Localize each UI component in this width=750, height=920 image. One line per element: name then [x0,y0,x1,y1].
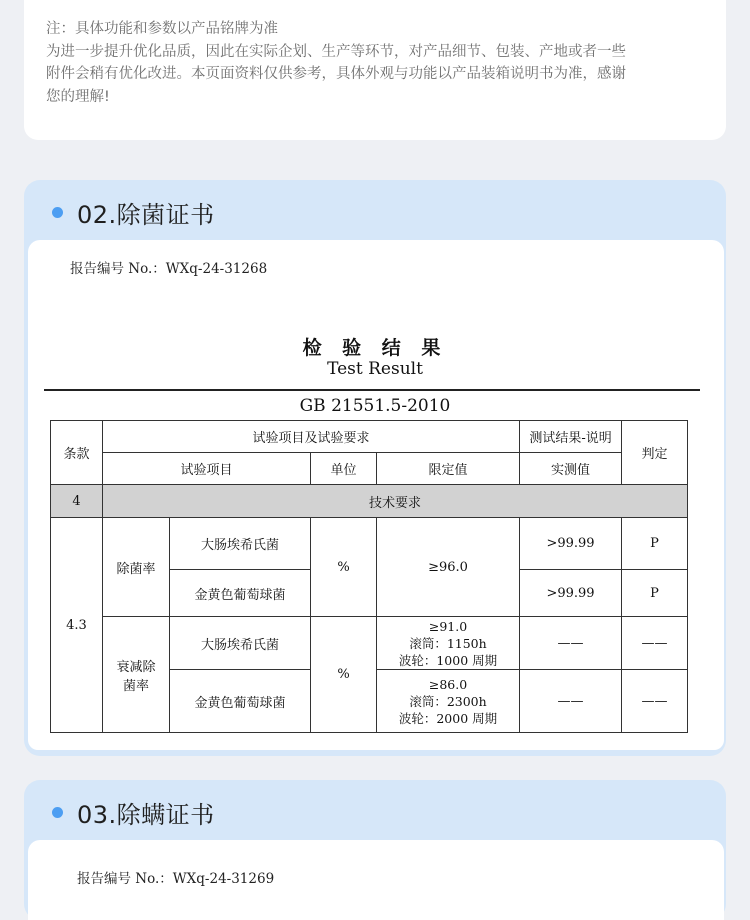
table-row [51,485,688,518]
limit-line: 波轮：2000 周期 [398,710,498,726]
notice-text [46,18,716,108]
judgement-value: —— [622,617,688,670]
limit-line: 波轮：1000 周期 [398,652,498,668]
clause-4-3: 4.3 [51,518,103,733]
measured-value: >99.99 [520,518,622,570]
standard-code: GB 21551.5-2010 [299,396,451,416]
limit-line: ≥91.0 [428,618,468,634]
header-judgement: 判定 [622,421,688,485]
report-number: 报告编号 No.：WXq-24-31268 [70,261,268,277]
bullet-dot-icon [52,207,63,218]
header-clause: 条款 [51,421,103,485]
table-row [51,617,688,670]
measured-value: —— [520,617,622,670]
test-result-table [50,420,688,733]
sterilization-rate-label: 除菌率 [103,518,170,617]
notice-line: 附件会稍有优化改进。本页面资料仅供参考，具体外观与功能以产品装箱说明书为准，感谢 [46,66,626,82]
header-measured: 实测值 [520,453,622,485]
test-item-ecoli: 大肠埃希氏菌 [170,617,311,670]
unit-cell: % [311,617,377,733]
test-item-staph: 金黄色葡萄球菌 [170,670,311,733]
notice-card [24,0,726,140]
section-title: 03.除螨证书 [77,800,215,829]
bullet-dot-icon [52,807,63,818]
table-row [51,518,688,570]
attenuated-sterilization-rate-label [103,617,170,733]
judgement-value: —— [622,670,688,733]
table-header-row [51,453,688,485]
notice-line: 为进一步提升优化品质，因此在实际企划、生产等环节，对产品细节、包装、产地或者一些 [46,43,626,60]
test-item-ecoli: 大肠埃希氏菌 [170,518,311,570]
limit-line: 滚筒：1150h [409,635,487,651]
label-line: 菌率 [122,678,149,694]
limit-value [377,617,520,670]
header-test-item: 试验项目 [103,453,311,485]
judgement-value: P [622,570,688,617]
report-number: 报告编号 No.：WXq-24-31269 [77,871,275,887]
notice-line: 您的理解! [46,88,110,105]
result-title-cn: 检 验 结 果 [302,337,448,359]
test-item-staph: 金黄色葡萄球菌 [170,570,311,617]
header-unit: 单位 [311,453,377,485]
section-title: 02.除菌证书 [77,200,215,229]
result-title-en: Test Result [327,359,423,379]
judgement-value: P [622,518,688,570]
header-limit: 限定值 [377,453,520,485]
notice-line: 注：具体功能和参数以产品铭牌为准 [46,21,278,37]
label-line: 衰减除 [116,659,156,675]
table-header-row [51,421,688,453]
limit-line: ≥86.0 [428,676,468,692]
unit-cell: % [311,518,377,617]
section-header [52,792,215,832]
limit-line: 滚筒：2300h [409,693,487,709]
technical-requirements: 技术要求 [103,485,688,518]
divider [44,389,700,391]
limit-value [377,670,520,733]
header-items-requirements: 试验项目及试验要求 [103,421,520,453]
header-test-result: 测试结果-说明 [520,421,622,453]
limit-value: ≥96.0 [377,518,520,617]
clause-4: 4 [51,485,103,518]
measured-value: >99.99 [520,570,622,617]
section-header [52,192,215,232]
measured-value: —— [520,670,622,733]
